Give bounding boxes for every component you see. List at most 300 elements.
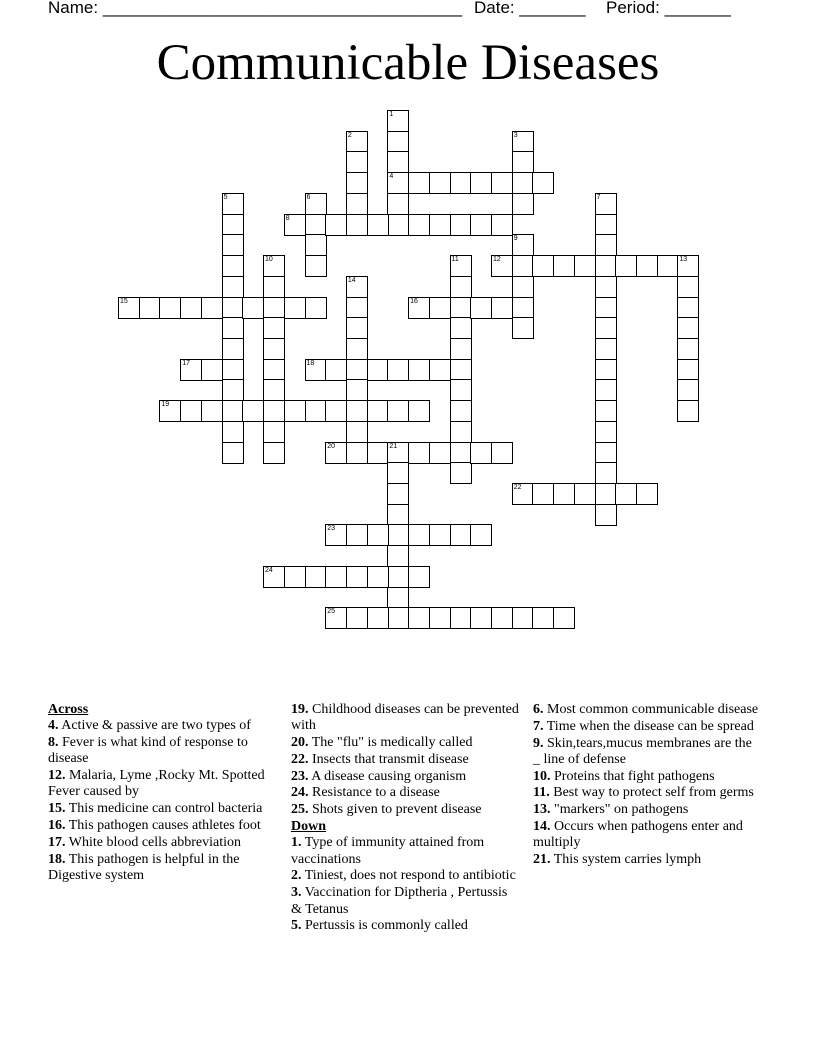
crossword-cell[interactable] bbox=[346, 442, 368, 464]
clue-text: Skin,tears,mucus membranes are the _ line of defense bbox=[533, 735, 752, 767]
clue-number-label: 19 bbox=[161, 401, 170, 409]
crossword-cell[interactable] bbox=[408, 172, 430, 194]
crossword-cell[interactable] bbox=[408, 400, 430, 422]
crossword-cell[interactable] bbox=[512, 255, 534, 277]
crossword-cell[interactable] bbox=[408, 566, 430, 588]
crossword-cell[interactable] bbox=[263, 442, 285, 464]
crossword-cell[interactable] bbox=[595, 234, 617, 256]
across-clue bbox=[291, 702, 519, 735]
clue-number-label: 2 bbox=[347, 131, 352, 139]
crossword-cell[interactable] bbox=[450, 400, 472, 422]
crossword-cell[interactable] bbox=[305, 359, 327, 381]
crossword-cell[interactable] bbox=[346, 172, 368, 194]
crossword-cell[interactable] bbox=[677, 317, 699, 339]
down-clue bbox=[291, 868, 519, 884]
name-label: Name: bbox=[48, 0, 99, 17]
crossword-cell[interactable] bbox=[367, 442, 389, 464]
crossword-cell[interactable] bbox=[305, 400, 327, 422]
date-label: Date: bbox=[474, 0, 515, 17]
clue-number-label: 25 bbox=[327, 608, 335, 616]
clue-text: Insects that transmit disease bbox=[312, 751, 469, 767]
crossword-cell[interactable] bbox=[450, 338, 472, 360]
crossword-cell[interactable] bbox=[263, 421, 285, 443]
crossword-cell[interactable] bbox=[450, 524, 472, 546]
crossword-cell[interactable] bbox=[346, 131, 368, 153]
clue-number: 19. bbox=[291, 702, 309, 717]
crossword-cell[interactable] bbox=[387, 172, 409, 194]
clue-number-label: 10 bbox=[265, 256, 273, 263]
across-clues-part-2 bbox=[291, 702, 519, 819]
across-clue bbox=[48, 801, 276, 817]
clue-number-label: 7 bbox=[596, 193, 601, 201]
clue-text: This pathogen is helpful in the Digestive system bbox=[48, 851, 240, 883]
clue-text: Childhood diseases can be prevented with bbox=[291, 702, 519, 734]
down-clue bbox=[291, 835, 519, 868]
crossword-cell[interactable] bbox=[595, 255, 617, 277]
crossword-cell[interactable] bbox=[636, 255, 658, 277]
crossword-cell[interactable] bbox=[305, 234, 327, 256]
crossword-cell[interactable] bbox=[450, 276, 472, 298]
crossword-cell[interactable] bbox=[532, 607, 554, 629]
crossword-cell[interactable] bbox=[512, 172, 534, 194]
crossword-cell[interactable] bbox=[367, 214, 389, 236]
clue-text: White blood cells abbreviation bbox=[68, 834, 241, 850]
clue-number-label: 23 bbox=[327, 525, 335, 533]
crossword-cell[interactable] bbox=[470, 442, 492, 464]
page-title: Communicable Diseases bbox=[156, 35, 660, 91]
clue-text: Pertussis is commonly called bbox=[305, 918, 468, 934]
clue-number-label: 5 bbox=[223, 193, 228, 201]
crossword-cell[interactable] bbox=[429, 359, 451, 381]
crossword-cell[interactable] bbox=[284, 214, 306, 236]
crossword-cell[interactable] bbox=[677, 255, 699, 277]
crossword-cell[interactable] bbox=[284, 297, 306, 319]
crossword-cell[interactable] bbox=[429, 214, 451, 236]
clue-number-label: 20 bbox=[327, 442, 335, 450]
clue-number: 25. bbox=[291, 802, 309, 818]
across-clue bbox=[48, 735, 276, 768]
crossword-cell[interactable] bbox=[429, 607, 451, 629]
crossword-cell[interactable] bbox=[346, 524, 368, 546]
across-clue bbox=[291, 802, 519, 818]
crossword-cell[interactable] bbox=[387, 110, 409, 132]
clue-text: Type of immunity attained from vaccinations bbox=[291, 835, 485, 867]
crossword-cell[interactable] bbox=[346, 193, 368, 215]
clue-number: 2. bbox=[291, 868, 302, 884]
crossword-cell[interactable] bbox=[263, 566, 285, 588]
crossword-cell[interactable] bbox=[325, 607, 347, 629]
crossword-cell[interactable] bbox=[222, 421, 244, 443]
crossword-cell[interactable] bbox=[491, 607, 513, 629]
clue-column-1 bbox=[48, 702, 276, 885]
down-clue bbox=[533, 769, 761, 785]
crossword-cell[interactable] bbox=[201, 400, 223, 422]
crossword-cell[interactable] bbox=[450, 359, 472, 381]
across-clue bbox=[291, 769, 519, 785]
crossword-cell[interactable] bbox=[305, 297, 327, 319]
down-heading: Down bbox=[291, 819, 327, 835]
clue-text: Tiniest, does not respond to antibiotic bbox=[304, 868, 516, 884]
crossword-cell[interactable] bbox=[595, 214, 617, 236]
crossword-cell[interactable] bbox=[512, 607, 534, 629]
clue-number: 8. bbox=[48, 735, 59, 751]
crossword-cell[interactable] bbox=[491, 442, 513, 464]
crossword-cell[interactable] bbox=[346, 607, 368, 629]
crossword-cell[interactable] bbox=[222, 276, 244, 298]
clue-number: 22. bbox=[291, 751, 309, 767]
crossword-cell[interactable] bbox=[574, 255, 596, 277]
crossword-cell[interactable] bbox=[263, 297, 285, 319]
crossword-cell[interactable] bbox=[553, 255, 575, 277]
crossword-cell[interactable] bbox=[615, 483, 637, 505]
clue-number: 5. bbox=[291, 918, 302, 934]
period-line: _______ bbox=[664, 0, 731, 17]
clue-text: Vaccination for Diptheria , Pertussis & Tetanus bbox=[291, 885, 508, 917]
clue-text: Shots given to prevent disease bbox=[312, 802, 482, 818]
crossword-cell[interactable] bbox=[222, 193, 244, 215]
clue-number-label: 17 bbox=[182, 359, 190, 367]
crossword-cell[interactable] bbox=[367, 566, 389, 588]
crossword-cell[interactable] bbox=[429, 524, 451, 546]
crossword-cell[interactable] bbox=[346, 276, 368, 298]
crossword-cell[interactable] bbox=[677, 297, 699, 319]
clue-text: Proteins that fight pathogens bbox=[554, 768, 715, 784]
crossword-cell[interactable] bbox=[305, 255, 327, 277]
clue-number-label: 12 bbox=[493, 256, 501, 263]
crossword-cell[interactable] bbox=[367, 607, 389, 629]
crossword-cell[interactable] bbox=[263, 359, 285, 381]
clue-text: This pathogen causes athletes foot bbox=[68, 818, 261, 834]
clue-text: This system carries lymph bbox=[553, 852, 702, 868]
crossword-cell[interactable] bbox=[595, 193, 617, 215]
crossword-cell[interactable] bbox=[346, 400, 368, 422]
crossword-cell[interactable] bbox=[595, 338, 617, 360]
crossword-cell[interactable] bbox=[512, 276, 534, 298]
crossword-cell[interactable] bbox=[346, 214, 368, 236]
crossword-cell[interactable] bbox=[263, 276, 285, 298]
date-line: _______ bbox=[519, 0, 586, 17]
crossword-cell[interactable] bbox=[595, 462, 617, 484]
clue-number: 1. bbox=[291, 835, 302, 851]
crossword-cell[interactable] bbox=[595, 483, 617, 505]
crossword-cell[interactable] bbox=[429, 297, 451, 319]
crossword-cell[interactable] bbox=[387, 151, 409, 173]
clue-number-label: 11 bbox=[451, 256, 459, 263]
crossword-cell[interactable] bbox=[201, 359, 223, 381]
crossword-cell[interactable] bbox=[677, 338, 699, 360]
crossword-cell[interactable] bbox=[408, 359, 430, 381]
crossword-cell[interactable] bbox=[159, 297, 181, 319]
crossword-cell[interactable] bbox=[387, 462, 409, 484]
down-clue bbox=[291, 885, 519, 918]
down-clue bbox=[533, 802, 761, 818]
clue-number-label: 14 bbox=[347, 276, 356, 284]
clue-number-label: 9 bbox=[513, 235, 518, 243]
crossword-cell[interactable] bbox=[367, 359, 389, 381]
crossword-cell[interactable] bbox=[677, 359, 699, 381]
crossword-cell[interactable] bbox=[512, 483, 534, 505]
clue-number-label: 13 bbox=[679, 256, 688, 263]
clue-number: 13. bbox=[533, 802, 551, 818]
clue-number: 10. bbox=[533, 768, 551, 784]
clue-number-label: 16 bbox=[410, 297, 418, 305]
crossword-cell[interactable] bbox=[346, 297, 368, 319]
crossword-cell[interactable] bbox=[450, 297, 472, 319]
crossword-cell[interactable] bbox=[595, 276, 617, 298]
name-line: ______________________________________ bbox=[102, 0, 463, 17]
across-clues-part-1 bbox=[48, 718, 276, 884]
crossword-cell[interactable] bbox=[346, 566, 368, 588]
down-clues-part-1 bbox=[291, 835, 519, 934]
crossword-cell[interactable] bbox=[263, 379, 285, 401]
down-clue bbox=[291, 918, 519, 934]
crossword-cell[interactable] bbox=[387, 524, 409, 546]
crossword-cell[interactable] bbox=[387, 359, 409, 381]
crossword-cell[interactable] bbox=[408, 524, 430, 546]
crossword-cell[interactable] bbox=[346, 151, 368, 173]
clue-text: Active & passive are two types of bbox=[61, 718, 251, 734]
down-clue bbox=[533, 719, 761, 735]
crossword-cell[interactable] bbox=[263, 400, 285, 422]
down-clue bbox=[533, 702, 761, 718]
clue-text: A disease causing organism bbox=[311, 768, 467, 784]
crossword-cell[interactable] bbox=[491, 214, 513, 236]
crossword-cell[interactable] bbox=[595, 359, 617, 381]
crossword-cell[interactable] bbox=[305, 566, 327, 588]
crossword-cell[interactable] bbox=[305, 193, 327, 215]
crossword-cell[interactable] bbox=[387, 607, 409, 629]
clue-number: 4. bbox=[48, 718, 59, 734]
crossword-cell[interactable] bbox=[346, 359, 368, 381]
clue-number: 18. bbox=[48, 851, 66, 867]
crossword-cell[interactable] bbox=[636, 483, 658, 505]
crossword-cell[interactable] bbox=[595, 379, 617, 401]
crossword-cell[interactable] bbox=[346, 317, 368, 339]
crossword-cell[interactable] bbox=[222, 234, 244, 256]
crossword-cell[interactable] bbox=[346, 421, 368, 443]
crossword-cell[interactable] bbox=[470, 607, 492, 629]
clue-number-label: 24 bbox=[265, 566, 273, 574]
crossword-cell[interactable] bbox=[470, 172, 492, 194]
clue-text: "markers" on pathogens bbox=[554, 802, 689, 818]
clue-number-label: 4 bbox=[389, 173, 394, 181]
crossword-cell[interactable] bbox=[429, 172, 451, 194]
crossword-cell[interactable] bbox=[222, 255, 244, 277]
crossword-cell[interactable] bbox=[408, 442, 430, 464]
across-clue bbox=[291, 752, 519, 768]
clue-text: The "flu" is medically called bbox=[311, 735, 473, 751]
crossword-cell[interactable] bbox=[450, 317, 472, 339]
crossword-cell[interactable] bbox=[491, 297, 513, 319]
crossword-cell[interactable] bbox=[450, 214, 472, 236]
clue-text: Best way to protect self from germs bbox=[553, 785, 754, 801]
crossword-cell[interactable] bbox=[139, 297, 161, 319]
crossword-cell[interactable] bbox=[450, 462, 472, 484]
crossword-cell[interactable] bbox=[263, 255, 285, 277]
clue-text: Fever is what kind of response to disease bbox=[48, 735, 248, 767]
crossword-cell[interactable] bbox=[222, 317, 244, 339]
crossword-cell[interactable] bbox=[305, 214, 327, 236]
across-heading: Across bbox=[48, 702, 89, 717]
crossword-cell[interactable] bbox=[387, 400, 409, 422]
crossword-cell[interactable] bbox=[470, 297, 492, 319]
crossword-cell[interactable] bbox=[532, 255, 554, 277]
crossword-cell[interactable] bbox=[450, 255, 472, 277]
crossword-cell[interactable] bbox=[242, 297, 264, 319]
clue-number-label: 21 bbox=[389, 442, 398, 450]
crossword-cell[interactable] bbox=[553, 607, 575, 629]
crossword-cell[interactable] bbox=[470, 214, 492, 236]
crossword-cell[interactable] bbox=[222, 442, 244, 464]
crossword-cell[interactable] bbox=[595, 442, 617, 464]
crossword-cell[interactable] bbox=[325, 566, 347, 588]
crossword-cell[interactable] bbox=[532, 483, 554, 505]
crossword-cell[interactable] bbox=[450, 421, 472, 443]
crossword-cell[interactable] bbox=[242, 400, 264, 422]
clue-number-label: 18 bbox=[306, 359, 315, 367]
clue-number-label: 22 bbox=[513, 484, 522, 491]
crossword-cell[interactable] bbox=[450, 379, 472, 401]
crossword-cell[interactable] bbox=[263, 338, 285, 360]
crossword-cell[interactable] bbox=[387, 483, 409, 505]
clue-text: Resistance to a disease bbox=[312, 785, 440, 801]
crossword-cell[interactable] bbox=[325, 524, 347, 546]
crossword-cell[interactable] bbox=[677, 379, 699, 401]
clue-number: 3. bbox=[291, 885, 302, 901]
crossword-cell[interactable] bbox=[429, 442, 451, 464]
clue-number: 24. bbox=[291, 785, 309, 801]
clue-number: 14. bbox=[533, 819, 551, 835]
crossword-cell[interactable] bbox=[512, 317, 534, 339]
crossword-cell[interactable] bbox=[180, 297, 202, 319]
crossword-cell[interactable] bbox=[491, 172, 513, 194]
crossword-cell[interactable] bbox=[387, 193, 409, 215]
clue-number: 7. bbox=[533, 718, 544, 734]
crossword-cell[interactable] bbox=[512, 234, 534, 256]
across-clue bbox=[291, 735, 519, 751]
clue-number: 17. bbox=[48, 834, 66, 850]
crossword-cell[interactable] bbox=[346, 379, 368, 401]
crossword-cell[interactable] bbox=[512, 297, 534, 319]
crossword-cell[interactable] bbox=[201, 297, 223, 319]
crossword-cell[interactable] bbox=[284, 400, 306, 422]
crossword-cell[interactable] bbox=[595, 297, 617, 319]
crossword-cell[interactable] bbox=[553, 483, 575, 505]
crossword-cell[interactable] bbox=[677, 276, 699, 298]
crossword-cell[interactable] bbox=[118, 297, 140, 319]
clue-number: 21. bbox=[533, 852, 551, 868]
crossword-cell[interactable] bbox=[180, 400, 202, 422]
clue-column-2 bbox=[291, 702, 519, 935]
crossword-cell[interactable] bbox=[325, 400, 347, 422]
down-clue bbox=[533, 785, 761, 801]
across-clue bbox=[291, 785, 519, 801]
down-clues-part-2 bbox=[533, 702, 761, 868]
across-clue bbox=[48, 718, 276, 734]
crossword-cell[interactable] bbox=[180, 359, 202, 381]
clue-number: 12. bbox=[48, 768, 66, 784]
clue-number-label: 6 bbox=[306, 193, 311, 201]
crossword-cell[interactable] bbox=[595, 400, 617, 422]
crossword-cell[interactable] bbox=[595, 504, 617, 526]
crossword-cell[interactable] bbox=[450, 442, 472, 464]
crossword-cell[interactable] bbox=[677, 400, 699, 422]
crossword-cell[interactable] bbox=[387, 442, 409, 464]
crossword-cell[interactable] bbox=[346, 338, 368, 360]
crossword-cell[interactable] bbox=[222, 400, 244, 422]
crossword-cell[interactable] bbox=[574, 483, 596, 505]
down-clue bbox=[533, 736, 761, 769]
crossword-cell[interactable] bbox=[408, 297, 430, 319]
crossword-cell[interactable] bbox=[387, 131, 409, 153]
crossword-cell[interactable] bbox=[325, 214, 347, 236]
clue-text: Occurs when pathogens enter and multiply bbox=[533, 819, 743, 851]
clue-number: 9. bbox=[533, 735, 544, 751]
crossword-cell[interactable] bbox=[512, 151, 534, 173]
clue-text: This medicine can control bacteria bbox=[68, 801, 263, 817]
crossword-cell[interactable] bbox=[222, 297, 244, 319]
crossword-cell[interactable] bbox=[470, 524, 492, 546]
clue-number-label: 3 bbox=[513, 131, 518, 139]
crossword-cell[interactable] bbox=[387, 214, 409, 236]
across-clue bbox=[48, 852, 276, 885]
crossword-cell[interactable] bbox=[532, 172, 554, 194]
crossword-cell[interactable] bbox=[284, 566, 306, 588]
crossword-cell[interactable] bbox=[450, 607, 472, 629]
crossword-cell[interactable] bbox=[512, 193, 534, 215]
period-label: Period: bbox=[606, 0, 660, 17]
clue-column-3 bbox=[533, 702, 761, 869]
clue-number-label: 15 bbox=[120, 297, 128, 305]
crossword-cell[interactable] bbox=[159, 400, 181, 422]
crossword-cell[interactable] bbox=[263, 317, 285, 339]
across-clue bbox=[48, 835, 276, 851]
crossword-cell[interactable] bbox=[450, 172, 472, 194]
crossword-cell[interactable] bbox=[615, 255, 637, 277]
across-clue bbox=[48, 818, 276, 834]
clue-number: 20. bbox=[291, 735, 309, 751]
crossword-cell[interactable] bbox=[408, 214, 430, 236]
crossword-cell[interactable] bbox=[387, 566, 409, 588]
crossword-cell[interactable] bbox=[657, 255, 679, 277]
crossword-cell[interactable] bbox=[325, 442, 347, 464]
clue-number: 11. bbox=[533, 785, 550, 801]
crossword-cell[interactable] bbox=[491, 255, 513, 277]
crossword-cell[interactable] bbox=[367, 524, 389, 546]
crossword-cell[interactable] bbox=[222, 338, 244, 360]
crossword-cell[interactable] bbox=[387, 545, 409, 567]
crossword-cell[interactable] bbox=[367, 400, 389, 422]
crossword-cell[interactable] bbox=[222, 379, 244, 401]
crossword-cell[interactable] bbox=[325, 359, 347, 381]
clue-text: Malaria, Lyme ,Rocky Mt. Spotted Fever caused by bbox=[48, 768, 265, 800]
clue-number: 16. bbox=[48, 818, 66, 834]
crossword-cell[interactable] bbox=[387, 587, 409, 609]
down-clue bbox=[533, 852, 761, 868]
crossword-cell[interactable] bbox=[512, 131, 534, 153]
crossword-cell[interactable] bbox=[595, 317, 617, 339]
clue-number: 15. bbox=[48, 801, 66, 817]
crossword-cell[interactable] bbox=[595, 421, 617, 443]
crossword-cell[interactable] bbox=[408, 607, 430, 629]
across-clue bbox=[48, 768, 276, 801]
crossword-cell[interactable] bbox=[222, 359, 244, 381]
clue-text: Time when the disease can be spread bbox=[546, 718, 754, 734]
crossword-cell[interactable] bbox=[387, 504, 409, 526]
clue-number: 23. bbox=[291, 768, 309, 784]
crossword-cell[interactable] bbox=[222, 214, 244, 236]
clue-text: Most common communicable disease bbox=[547, 702, 759, 717]
